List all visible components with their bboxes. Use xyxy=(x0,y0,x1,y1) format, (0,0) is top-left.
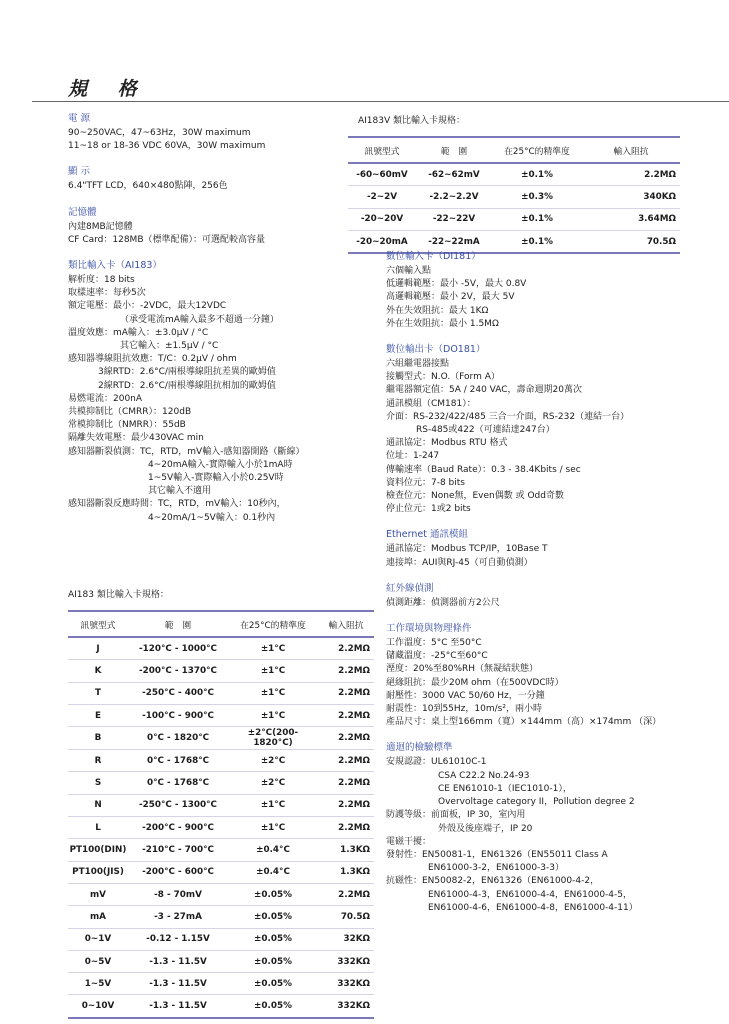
table-row xyxy=(348,186,680,208)
table-cell: L xyxy=(68,817,128,839)
table-row xyxy=(68,794,374,816)
ai183-line: 1~5V輸入-實際輸入小於0.25V時 xyxy=(148,473,284,484)
table-row xyxy=(68,883,374,905)
standards-line: 電磁干擾： xyxy=(386,836,432,847)
table-cell: -250°C - 1300°C xyxy=(128,794,228,816)
table-cell: 2.2MΩ xyxy=(318,772,374,794)
ai183-line: 易燃電流：200nA xyxy=(68,393,143,404)
table-cell: 0~10V xyxy=(68,995,128,1018)
table-cell: ±0.3% xyxy=(492,186,582,208)
table-row xyxy=(68,637,374,660)
ethernet-line: 通訊協定：Modbus TCP/IP，10Base T xyxy=(386,544,548,555)
ai183-line: （承受電流mA輸入最多不超過一分鐘） xyxy=(120,314,279,325)
page-title: 規 格 xyxy=(68,78,149,100)
ai183v-table-block xyxy=(348,114,680,254)
do181-line: 介面：RS-232/422/485 三合一介面，RS-232（連結一台） xyxy=(386,411,630,422)
do181-line: 通訊協定：Modbus RTU 格式 xyxy=(386,438,508,449)
display-line: 6.4"TFT LCD，640×480點陣，256色 xyxy=(68,181,228,192)
ai183-heading: 類比輸入卡（AI183） xyxy=(68,260,162,272)
ai183-line: 取樣速率：每秒5次 xyxy=(68,288,146,299)
table-cell: -0.12 - 1.15V xyxy=(128,928,228,950)
table-row xyxy=(68,839,374,861)
table-cell: 1~5V xyxy=(68,973,128,995)
table-cell: 70.5Ω xyxy=(318,906,374,928)
ai183v-spec-table xyxy=(348,136,680,254)
table-cell: 2.2MΩ xyxy=(318,660,374,682)
ai183-line: 解析度：18 bits xyxy=(68,275,135,286)
table-cell: mV xyxy=(68,883,128,905)
table-cell: E xyxy=(68,704,128,726)
table-row xyxy=(68,973,374,995)
table-row xyxy=(68,772,374,794)
table-cell: -120°C - 1000°C xyxy=(128,637,228,660)
table-cell: 0°C - 1768°C xyxy=(128,772,228,794)
table-cell: N xyxy=(68,794,128,816)
table-row xyxy=(348,208,680,230)
do181-heading: 數位輸出卡（DO181） xyxy=(386,344,486,356)
ai183-line: 溫度效應：mA輸入：±3.0μV / °C xyxy=(68,327,209,338)
table-cell: ±0.05% xyxy=(228,973,318,995)
table-cell: -1.3 - 11.5V xyxy=(128,950,228,972)
standards-line: EN61000-4-3，EN61000-4-4，EN61000-4-5， xyxy=(428,889,632,900)
ai183-line: 3線RTD：2.6°C/兩根導線阻抗差異的歐姆值 xyxy=(98,367,276,378)
standards-line: CE EN61010-1（IEC1010-1）， xyxy=(438,783,572,794)
standards-line: 安規認證：UL61010C-1 xyxy=(386,757,487,768)
power-line: 11~18 or 18-36 VDC 60VA，30W maximum xyxy=(68,141,266,152)
right-column xyxy=(386,250,686,927)
di181-line: 高邏輯範壓：最小 2V，最大 5V xyxy=(386,292,515,303)
do181-line: 位址：1-247 xyxy=(386,451,440,462)
table-cell: -2~2V xyxy=(348,186,416,208)
do181-line: 通訊模組（CM181）： xyxy=(386,398,476,409)
ai183-line: 額定電壓：最小：-2VDC，最大12VDC xyxy=(68,301,227,312)
environment-line: 耐壓性：3000 VAC 50/60 Hz，一分鐘 xyxy=(386,690,545,701)
table-cell: -200°C - 900°C xyxy=(128,817,228,839)
standards-line: EN61000-4-6，EN61000-4-8，EN61000-4-11） xyxy=(428,902,638,913)
table-cell: ±1°C xyxy=(228,637,318,660)
table-row xyxy=(68,906,374,928)
table-cell: -1.3 - 11.5V xyxy=(128,995,228,1018)
column-header: 範 圍 xyxy=(416,137,492,163)
environment-heading: 工作環境與物理條件 xyxy=(386,623,472,635)
column-header: 在25°C的精準度 xyxy=(492,137,582,163)
environment-line: 耐震性：10到55Hz，10m/s²，兩小時 xyxy=(386,704,542,715)
ai183-line: 常模抑制比（NMRR）：55dB xyxy=(68,420,186,431)
standards-line: 發射性：EN50081-1，EN61326（EN55011 Class A xyxy=(386,849,608,860)
table-cell: K xyxy=(68,660,128,682)
table-cell: ±0.05% xyxy=(228,883,318,905)
table-cell: mA xyxy=(68,906,128,928)
di181-line: 外在生效阻抗：最小 1.5MΩ xyxy=(386,318,499,329)
memory-section xyxy=(68,206,358,247)
ai183v-table-caption: AI183V 類比輸入卡規格： xyxy=(358,116,466,126)
table-cell: 1.3KΩ xyxy=(318,839,374,861)
table-cell: -250°C - 400°C xyxy=(128,682,228,704)
table-cell: 332KΩ xyxy=(318,973,374,995)
table-cell: 332KΩ xyxy=(318,995,374,1018)
ai183-line: 隔離失效電壓：最少430VAC min xyxy=(68,433,204,444)
table-cell: 32KΩ xyxy=(318,928,374,950)
table-cell: 0~5V xyxy=(68,950,128,972)
do181-line: 接觸型式：N.O.（Form A） xyxy=(386,372,500,383)
column-header: 範 圍 xyxy=(128,611,228,637)
environment-section xyxy=(386,622,686,729)
ai183-table-body xyxy=(68,637,374,1018)
table-cell: ±0.05% xyxy=(228,928,318,950)
table-row xyxy=(68,750,374,772)
table-cell: ±0.05% xyxy=(228,950,318,972)
display-section xyxy=(68,165,358,193)
ai183-line: 感知器斷裂反應時間：TC，RTD，mV輸入：10秒內， xyxy=(68,499,286,510)
table-row xyxy=(68,817,374,839)
column-header: 訊號型式 xyxy=(68,611,128,637)
table-cell: -22~22mA xyxy=(416,230,492,253)
ai183-table-block xyxy=(68,588,374,1019)
ai183-table-caption: AI183 類比輸入卡規格： xyxy=(68,590,169,600)
power-heading: 電 源 xyxy=(68,113,91,124)
table-cell: ±0.05% xyxy=(228,995,318,1018)
table-cell: 2.2MΩ xyxy=(318,727,374,750)
column-header: 訊號型式 xyxy=(348,137,416,163)
table-cell: PT100(JIS) xyxy=(68,861,128,883)
ai183-line: 共模抑制比（CMRR）：120dB xyxy=(68,407,192,418)
table-row xyxy=(68,682,374,704)
table-cell: ±1°C xyxy=(228,682,318,704)
standards-line: 抗磁性：EN50082-2，EN61326（EN61000-4-2， xyxy=(386,876,600,887)
memory-line: CF Card：128MB（標準配備）：可選配較高容量 xyxy=(68,234,265,245)
ethernet-line: 連接埠：AUI與RJ-45（可自動偵測） xyxy=(386,557,533,568)
di181-line: 外在失效阻抗：最大 1KΩ xyxy=(386,305,489,316)
do181-line: 六組繼電器接點 xyxy=(386,359,450,370)
do181-line: 檢查位元：None無，Even偶數 或 Odd奇數 xyxy=(386,491,564,502)
table-cell: ±0.1% xyxy=(492,208,582,230)
infrared-section xyxy=(386,582,686,610)
table-cell: ±1°C xyxy=(228,704,318,726)
table-cell: ±0.05% xyxy=(228,906,318,928)
do181-line: 傳輸速率（Baud Rate）：0.3 - 38.4Kbits / sec xyxy=(386,464,581,475)
table-cell: 0°C - 1768°C xyxy=(128,750,228,772)
ai183-section xyxy=(68,259,358,525)
table-row xyxy=(68,861,374,883)
table-row xyxy=(348,163,680,186)
do181-line: 繼電器額定值：5A / 240 VAC，壽命週期20萬次 xyxy=(386,385,582,396)
table-cell: 2.2MΩ xyxy=(582,163,680,186)
di181-line: 六個輸入點 xyxy=(386,266,432,276)
table-cell: PT100(DIN) xyxy=(68,839,128,861)
table-cell: 3.64MΩ xyxy=(582,208,680,230)
standards-line: 外殼及後座端子，IP 20 xyxy=(438,823,533,834)
table-cell: -200°C - 1370°C xyxy=(128,660,228,682)
table-cell: -2.2~2.2V xyxy=(416,186,492,208)
table-cell: 0~1V xyxy=(68,928,128,950)
table-cell: 2.2MΩ xyxy=(318,637,374,660)
memory-heading: 記憶體 xyxy=(68,206,97,218)
memory-line: 內建8MB記憶體 xyxy=(68,221,133,232)
table-cell: -200°C - 600°C xyxy=(128,861,228,883)
table-cell: ±0.4°C xyxy=(228,861,318,883)
table-cell: -100°C - 900°C xyxy=(128,704,228,726)
standards-heading: 適迴的檢驗標準 xyxy=(386,742,453,754)
table-cell: T xyxy=(68,682,128,704)
do181-section xyxy=(386,343,686,516)
title-divider xyxy=(32,101,729,102)
table-cell: ±0.1% xyxy=(492,230,582,253)
ai183v-table-body xyxy=(348,163,680,253)
table-cell: 332KΩ xyxy=(318,950,374,972)
table-row xyxy=(68,660,374,682)
table-cell: ±1°C xyxy=(228,817,318,839)
table-cell: R xyxy=(68,750,128,772)
table-cell: 2.2MΩ xyxy=(318,704,374,726)
table-cell: 0°C - 1820°C xyxy=(128,727,228,750)
table-row xyxy=(68,995,374,1018)
di181-heading: 數位輸入卡（DI181） xyxy=(386,251,481,262)
ai183-line: 其它輸入不適用 xyxy=(148,486,212,497)
table-cell: ±2°C(200-1820°C) xyxy=(228,727,318,750)
ai183-line: 4~20mA輸入-實際輸入小於1mA時 xyxy=(148,459,293,470)
table-cell: ±1°C xyxy=(228,794,318,816)
table-cell: -3 - 27mA xyxy=(128,906,228,928)
ai183-line: 感知器斷裂偵測：TC，RTD，mV輸入-感知器開路（斷線） xyxy=(68,446,305,457)
ai183-line: 2線RTD：2.6°C/兩根導線阻抗相加的歐姆值 xyxy=(98,380,276,391)
ai183-line: 其它輸入：±1.5μV / °C xyxy=(120,341,219,352)
table-cell: 2.2MΩ xyxy=(318,817,374,839)
standards-line: CSA C22.2 No.24-93 xyxy=(438,770,530,781)
column-header: 輸入阻抗 xyxy=(318,611,374,637)
table-cell: -22~22V xyxy=(416,208,492,230)
di181-section xyxy=(386,250,686,331)
ai183-line: 4~20mA/1~5V輸入：0.1秒內 xyxy=(148,512,276,523)
table-cell: S xyxy=(68,772,128,794)
standards-line: 防護等級：前面板，IP 30，室內用 xyxy=(386,810,526,821)
table-cell: B xyxy=(68,727,128,750)
table-row xyxy=(68,704,374,726)
table-cell: 2.2MΩ xyxy=(318,682,374,704)
table-cell: ±0.4°C xyxy=(228,839,318,861)
display-heading: 顯 示 xyxy=(68,166,91,178)
ethernet-section xyxy=(386,528,686,569)
table-cell: 2.2MΩ xyxy=(318,883,374,905)
standards-line: Overvoltage category II，Pollution degree 2 xyxy=(438,797,635,808)
table-cell: -20~20V xyxy=(348,208,416,230)
table-row xyxy=(68,928,374,950)
environment-line: 溼度：20%至80%RH（無凝結狀態） xyxy=(386,664,539,675)
table-cell: -8 - 70mV xyxy=(128,883,228,905)
ai183-line: 感知器導線阻抗效應：T/C：0.2μV / ohm xyxy=(68,354,237,365)
table-cell: ±2°C xyxy=(228,772,318,794)
power-section xyxy=(68,112,358,153)
table-cell: -20~20mA xyxy=(348,230,416,253)
column-header: 在25°C的精準度 xyxy=(228,611,318,637)
table-cell: -60~60mV xyxy=(348,163,416,186)
do181-line: 停止位元：1或2 bits xyxy=(386,504,471,515)
table-row xyxy=(68,727,374,750)
table-cell: J xyxy=(68,637,128,660)
table-cell: ±0.1% xyxy=(492,163,582,186)
table-cell: 2.2MΩ xyxy=(318,794,374,816)
table-cell: -62~62mV xyxy=(416,163,492,186)
do181-line: RS-485或422（可連結達247台） xyxy=(416,425,555,436)
table-cell: ±2°C xyxy=(228,750,318,772)
standards-line: EN61000-3-2，EN61000-3-3） xyxy=(428,863,564,874)
environment-line: 產品尺寸：桌上型166mm（寬）×144mm（高）×174mm （深） xyxy=(386,717,662,728)
table-cell: 340KΩ xyxy=(582,186,680,208)
power-line: 90~250VAC，47~63Hz，30W maximum xyxy=(68,128,251,138)
table-row xyxy=(68,950,374,972)
infrared-heading: 紅外線偵測 xyxy=(386,582,434,594)
di181-line: 低邏輯範壓：最小 -5V，最大 0.8V xyxy=(386,279,527,290)
do181-line: 資料位元：7-8 bits xyxy=(386,477,465,488)
table-cell: -210°C - 700°C xyxy=(128,839,228,861)
environment-line: 絕緣阻抗：最少20M ohm（在500VDC時） xyxy=(386,677,564,688)
table-cell: ±1°C xyxy=(228,660,318,682)
table-cell: 1.3KΩ xyxy=(318,861,374,883)
left-column xyxy=(68,112,358,537)
ethernet-heading: Ethernet 通訊模組 xyxy=(386,529,468,541)
standards-section xyxy=(386,741,686,914)
infrared-line: 偵測距離：偵測器前方2公尺 xyxy=(386,597,500,608)
table-cell: 2.2MΩ xyxy=(318,750,374,772)
column-header: 輸入阻抗 xyxy=(582,137,680,163)
table-cell: 70.5Ω xyxy=(582,230,680,253)
environment-line: 工作溫度：5°C 至50°C xyxy=(386,638,482,649)
environment-line: 儲藏溫度：-25°C至60°C xyxy=(386,651,488,662)
table-cell: -1.3 - 11.5V xyxy=(128,973,228,995)
ai183-spec-table xyxy=(68,610,374,1019)
